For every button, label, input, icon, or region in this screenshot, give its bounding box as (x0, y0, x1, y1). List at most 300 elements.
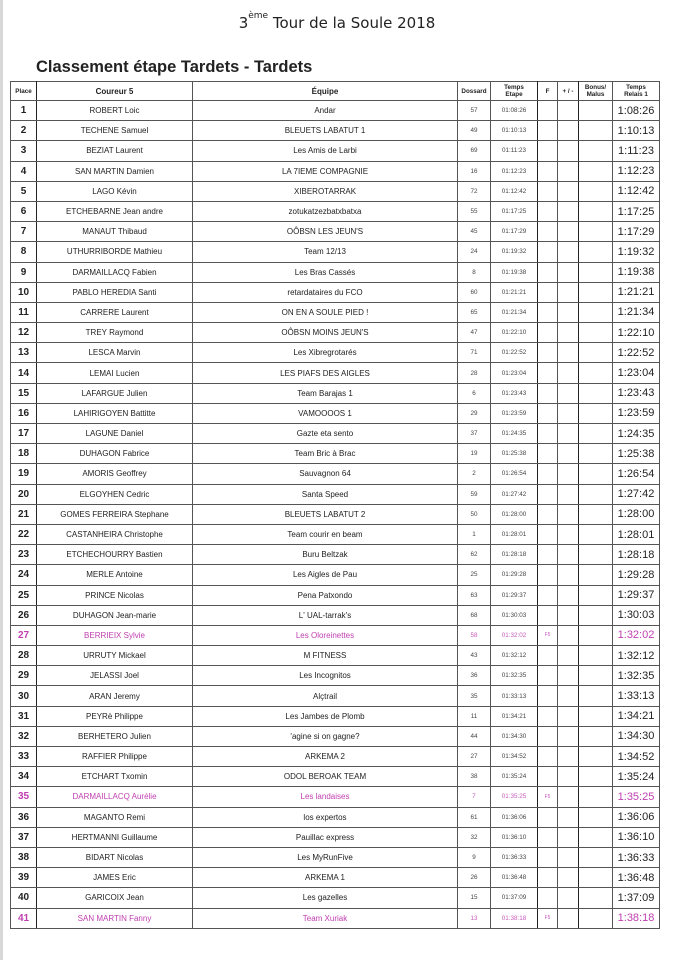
cell-f (538, 262, 558, 282)
cell-bonus-malus (579, 101, 613, 121)
cell-coureur: BERHETERO Julien (37, 726, 193, 746)
cell-bonus-malus (579, 464, 613, 484)
cell-place: 41 (11, 908, 37, 928)
cell-dossard: 36 (458, 666, 491, 686)
cell-equipe: VAMOOOOS 1 (193, 403, 458, 423)
table-row (11, 787, 660, 807)
table-row (11, 625, 660, 645)
cell-dossard: 15 (458, 888, 491, 908)
cell-temps-relais: 1:24:35 (613, 424, 660, 444)
cell-coureur: URRUTY Mickael (37, 646, 193, 666)
header-temps-etape-line1: Temps (504, 84, 524, 91)
cell-place: 31 (11, 706, 37, 726)
cell-temps-relais: 1:10:13 (613, 121, 660, 141)
cell-f (538, 222, 558, 242)
cell-f (538, 323, 558, 343)
cell-f (538, 545, 558, 565)
cell-f (538, 726, 558, 746)
header-coureur: Coureur 5 (37, 82, 193, 101)
section-title: Classement étape Tardets - Tardets (36, 58, 313, 76)
cell-plus-minus (558, 605, 579, 625)
cell-place: 21 (11, 504, 37, 524)
cell-plus-minus (558, 201, 579, 221)
table-row (11, 666, 660, 686)
cell-temps-etape: 01:33:13 (491, 686, 538, 706)
cell-temps-etape: 01:36:48 (491, 868, 538, 888)
cell-temps-relais: 1:25:38 (613, 444, 660, 464)
table-row (11, 484, 660, 504)
cell-bonus-malus (579, 787, 613, 807)
cell-f (538, 242, 558, 262)
cell-coureur: GOMES FERREIRA Stephane (37, 504, 193, 524)
cell-temps-etape: 01:12:42 (491, 181, 538, 201)
cell-temps-etape: 01:19:32 (491, 242, 538, 262)
cell-f (538, 161, 558, 181)
cell-temps-etape: 01:21:34 (491, 302, 538, 322)
table-row (11, 686, 660, 706)
cell-coureur: ELGOYHEN Cedric (37, 484, 193, 504)
cell-temps-etape: 01:26:54 (491, 464, 538, 484)
cell-equipe: Alçtrail (193, 686, 458, 706)
cell-plus-minus (558, 222, 579, 242)
cell-place: 11 (11, 302, 37, 322)
header-bonus-malus (579, 82, 613, 101)
cell-f (538, 565, 558, 585)
table-row (11, 403, 660, 423)
cell-bonus-malus (579, 686, 613, 706)
cell-coureur: ARAN Jeremy (37, 686, 193, 706)
cell-dossard: 13 (458, 908, 491, 928)
cell-f (538, 666, 558, 686)
cell-dossard: 11 (458, 706, 491, 726)
cell-temps-relais: 1:08:26 (613, 101, 660, 121)
cell-temps-etape: 01:38:18 (491, 908, 538, 928)
cell-temps-relais: 1:12:42 (613, 181, 660, 201)
cell-bonus-malus (579, 282, 613, 302)
cell-f (538, 383, 558, 403)
cell-dossard: 28 (458, 363, 491, 383)
cell-bonus-malus (579, 222, 613, 242)
cell-plus-minus (558, 504, 579, 524)
cell-place: 7 (11, 222, 37, 242)
cell-equipe: Les Oloreinettes (193, 625, 458, 645)
table-row (11, 767, 660, 787)
cell-bonus-malus (579, 201, 613, 221)
cell-bonus-malus (579, 343, 613, 363)
cell-f (538, 646, 558, 666)
cell-temps-etape: 01:08:26 (491, 101, 538, 121)
cell-equipe: LA 7IEME COMPAGNIE (193, 161, 458, 181)
cell-bonus-malus (579, 424, 613, 444)
cell-temps-etape: 01:29:28 (491, 565, 538, 585)
cell-dossard: 71 (458, 343, 491, 363)
table-row (11, 504, 660, 524)
cell-f (538, 888, 558, 908)
cell-temps-etape: 01:28:00 (491, 504, 538, 524)
cell-coureur: PEYRè Philippe (37, 706, 193, 726)
table-row (11, 242, 660, 262)
cell-coureur: GARICOIX Jean (37, 888, 193, 908)
cell-dossard: 49 (458, 121, 491, 141)
cell-dossard: 61 (458, 807, 491, 827)
cell-plus-minus (558, 444, 579, 464)
cell-f (538, 403, 558, 423)
cell-f (538, 141, 558, 161)
title-number: 3 (238, 14, 249, 32)
header-dossard: Dossard (458, 82, 491, 101)
cell-bonus-malus (579, 363, 613, 383)
table-row (11, 323, 660, 343)
table-row (11, 524, 660, 544)
results-body (11, 101, 660, 929)
cell-dossard: 47 (458, 323, 491, 343)
cell-temps-etape: 01:37:09 (491, 888, 538, 908)
cell-temps-etape: 01:19:38 (491, 262, 538, 282)
cell-f (538, 686, 558, 706)
cell-dossard: 7 (458, 787, 491, 807)
cell-dossard: 60 (458, 282, 491, 302)
table-row (11, 161, 660, 181)
cell-plus-minus (558, 524, 579, 544)
cell-dossard: 59 (458, 484, 491, 504)
table-row (11, 545, 660, 565)
table-row (11, 807, 660, 827)
cell-temps-relais: 1:22:10 (613, 323, 660, 343)
cell-temps-etape: 01:36:10 (491, 827, 538, 847)
cell-dossard: 9 (458, 847, 491, 867)
cell-temps-etape: 01:28:18 (491, 545, 538, 565)
title-text: Tour de la Soule 2018 (272, 14, 436, 32)
cell-temps-etape: 01:36:06 (491, 807, 538, 827)
cell-coureur: UTHURRIBORDE Mathieu (37, 242, 193, 262)
cell-plus-minus (558, 141, 579, 161)
cell-equipe: Les Amis de Larbi (193, 141, 458, 161)
table-row (11, 201, 660, 221)
cell-coureur: RAFFIER Philippe (37, 747, 193, 767)
cell-bonus-malus (579, 908, 613, 928)
cell-plus-minus (558, 181, 579, 201)
cell-temps-etape: 01:35:25 (491, 787, 538, 807)
cell-dossard: 50 (458, 504, 491, 524)
cell-dossard: 37 (458, 424, 491, 444)
cell-f (538, 747, 558, 767)
cell-temps-etape: 01:25:38 (491, 444, 538, 464)
cell-equipe: BLEUETS LABATUT 2 (193, 504, 458, 524)
cell-bonus-malus (579, 726, 613, 746)
cell-temps-etape: 01:17:25 (491, 201, 538, 221)
cell-place: 16 (11, 403, 37, 423)
cell-temps-relais: 1:23:04 (613, 363, 660, 383)
cell-bonus-malus (579, 323, 613, 343)
cell-temps-relais: 1:30:03 (613, 605, 660, 625)
cell-equipe: LES PIAFS DES AIGLES (193, 363, 458, 383)
table-row (11, 302, 660, 322)
cell-place: 35 (11, 787, 37, 807)
cell-place: 30 (11, 686, 37, 706)
cell-plus-minus (558, 888, 579, 908)
cell-temps-relais: 1:17:29 (613, 222, 660, 242)
cell-place: 27 (11, 625, 37, 645)
cell-place: 32 (11, 726, 37, 746)
cell-f (538, 302, 558, 322)
cell-bonus-malus (579, 504, 613, 524)
cell-temps-relais: 1:37:09 (613, 888, 660, 908)
cell-temps-relais: 1:12:23 (613, 161, 660, 181)
cell-equipe: XIBEROTARRAK (193, 181, 458, 201)
cell-plus-minus (558, 726, 579, 746)
cell-bonus-malus (579, 747, 613, 767)
cell-temps-etape: 01:23:59 (491, 403, 538, 423)
table-row (11, 605, 660, 625)
cell-equipe: retardataires du FCO (193, 282, 458, 302)
cell-bonus-malus (579, 262, 613, 282)
cell-temps-etape: 01:22:52 (491, 343, 538, 363)
cell-dossard: 45 (458, 222, 491, 242)
cell-equipe: ARKEMA 2 (193, 747, 458, 767)
header-place: Place (11, 82, 37, 101)
cell-place: 26 (11, 605, 37, 625)
cell-place: 5 (11, 181, 37, 201)
cell-temps-relais: 1:26:54 (613, 464, 660, 484)
cell-temps-etape: 01:23:43 (491, 383, 538, 403)
cell-temps-etape: 01:22:10 (491, 323, 538, 343)
cell-temps-relais: 1:34:30 (613, 726, 660, 746)
cell-place: 1 (11, 101, 37, 121)
cell-equipe: Les gazelles (193, 888, 458, 908)
cell-equipe: zotukatzezbatxbatxa (193, 201, 458, 221)
results-table (10, 81, 660, 929)
cell-coureur: BEZIAT Laurent (37, 141, 193, 161)
cell-place: 10 (11, 282, 37, 302)
header-equipe: Équipe (193, 82, 458, 101)
cell-place: 2 (11, 121, 37, 141)
cell-dossard: 38 (458, 767, 491, 787)
cell-f (538, 201, 558, 221)
table-row (11, 444, 660, 464)
cell-place: 18 (11, 444, 37, 464)
cell-temps-etape: 01:17:29 (491, 222, 538, 242)
cell-dossard: 69 (458, 141, 491, 161)
cell-temps-relais: 1:35:25 (613, 787, 660, 807)
cell-place: 8 (11, 242, 37, 262)
cell-dossard: 62 (458, 545, 491, 565)
table-row (11, 646, 660, 666)
cell-coureur: JAMES Eric (37, 868, 193, 888)
cell-temps-relais: 1:17:25 (613, 201, 660, 221)
cell-coureur: LAHIRIGOYEN Battitte (37, 403, 193, 423)
cell-coureur: AMORIS Geoffrey (37, 464, 193, 484)
cell-plus-minus (558, 363, 579, 383)
table-row (11, 383, 660, 403)
cell-temps-relais: 1:34:21 (613, 706, 660, 726)
cell-bonus-malus (579, 141, 613, 161)
page-edge (0, 0, 3, 960)
table-row (11, 747, 660, 767)
cell-f (538, 181, 558, 201)
cell-coureur: ETCHEBARNE Jean andre (37, 201, 193, 221)
cell-bonus-malus (579, 403, 613, 423)
cell-plus-minus (558, 847, 579, 867)
cell-place: 39 (11, 868, 37, 888)
cell-equipe: ON EN A SOULE PIED ! (193, 302, 458, 322)
cell-bonus-malus (579, 666, 613, 686)
cell-f (538, 121, 558, 141)
table-row (11, 565, 660, 585)
cell-temps-relais: 1:27:42 (613, 484, 660, 504)
cell-equipe: Les landaises (193, 787, 458, 807)
cell-place: 13 (11, 343, 37, 363)
cell-dossard: 32 (458, 827, 491, 847)
cell-bonus-malus (579, 847, 613, 867)
cell-bonus-malus (579, 625, 613, 645)
cell-equipe: L' UAL-tarrak's (193, 605, 458, 625)
cell-temps-relais: 1:32:02 (613, 625, 660, 645)
cell-place: 36 (11, 807, 37, 827)
cell-equipe: Les Xibregrotarés (193, 343, 458, 363)
cell-coureur: CASTANHEIRA Christophe (37, 524, 193, 544)
cell-coureur: TECHENE Samuel (37, 121, 193, 141)
cell-bonus-malus (579, 585, 613, 605)
cell-f (538, 282, 558, 302)
cell-f (538, 827, 558, 847)
cell-plus-minus (558, 343, 579, 363)
header-bonus-line2: Malus (586, 91, 605, 98)
cell-coureur: MANAUT Thibaud (37, 222, 193, 242)
cell-f (538, 767, 558, 787)
cell-temps-relais: 1:29:28 (613, 565, 660, 585)
cell-place: 38 (11, 847, 37, 867)
header-temps-relais (613, 82, 660, 101)
cell-bonus-malus (579, 121, 613, 141)
cell-bonus-malus (579, 302, 613, 322)
cell-coureur: JELASSI Joel (37, 666, 193, 686)
cell-temps-etape: 01:32:02 (491, 625, 538, 645)
table-row (11, 101, 660, 121)
header-plus-minus: + / - (558, 82, 579, 101)
cell-temps-relais: 1:28:18 (613, 545, 660, 565)
cell-temps-etape: 01:34:30 (491, 726, 538, 746)
cell-temps-etape: 01:27:42 (491, 484, 538, 504)
cell-dossard: 55 (458, 201, 491, 221)
table-row (11, 847, 660, 867)
cell-temps-etape: 01:21:21 (491, 282, 538, 302)
cell-temps-relais: 1:11:23 (613, 141, 660, 161)
cell-equipe: Buru Beltzak (193, 545, 458, 565)
cell-coureur: LAGO Kévin (37, 181, 193, 201)
cell-plus-minus (558, 464, 579, 484)
cell-temps-relais: 1:32:12 (613, 646, 660, 666)
cell-dossard: 72 (458, 181, 491, 201)
header-temps-etape-line2: Etape (505, 91, 523, 98)
cell-place: 3 (11, 141, 37, 161)
cell-dossard: 44 (458, 726, 491, 746)
cell-equipe: ODOL BEROAK TEAM (193, 767, 458, 787)
table-row (11, 343, 660, 363)
cell-equipe: Andar (193, 101, 458, 121)
cell-temps-relais: 1:28:01 (613, 524, 660, 544)
cell-f (538, 424, 558, 444)
cell-plus-minus (558, 807, 579, 827)
cell-f: F5 (538, 625, 558, 645)
cell-equipe: 'agine si on gagne? (193, 726, 458, 746)
cell-temps-relais: 1:35:24 (613, 767, 660, 787)
table-row (11, 706, 660, 726)
cell-coureur: LESCA Marvin (37, 343, 193, 363)
cell-plus-minus (558, 666, 579, 686)
cell-temps-etape: 01:10:13 (491, 121, 538, 141)
header-bonus-line1: Bonus/ (584, 84, 607, 91)
cell-coureur: HERTMANNI Guillaume (37, 827, 193, 847)
table-row (11, 121, 660, 141)
cell-plus-minus (558, 747, 579, 767)
cell-plus-minus (558, 565, 579, 585)
cell-dossard: 2 (458, 464, 491, 484)
cell-f: F5 (538, 787, 558, 807)
cell-plus-minus (558, 323, 579, 343)
cell-f (538, 484, 558, 504)
cell-equipe: ARKEMA 1 (193, 868, 458, 888)
cell-coureur: CARRERE Laurent (37, 302, 193, 322)
cell-coureur: MERLE Antoine (37, 565, 193, 585)
table-row (11, 363, 660, 383)
cell-equipe: Les MyRunFive (193, 847, 458, 867)
cell-temps-etape: 01:36:33 (491, 847, 538, 867)
cell-bonus-malus (579, 444, 613, 464)
cell-f (538, 847, 558, 867)
table-row (11, 585, 660, 605)
cell-coureur: BIDART Nicolas (37, 847, 193, 867)
cell-f (538, 868, 558, 888)
cell-place: 34 (11, 767, 37, 787)
cell-equipe: BLEUETS LABATUT 1 (193, 121, 458, 141)
header-relais-line2: Relais 1 (624, 91, 648, 98)
cell-dossard: 57 (458, 101, 491, 121)
cell-dossard: 65 (458, 302, 491, 322)
cell-plus-minus (558, 161, 579, 181)
cell-coureur: ETCHART Txomin (37, 767, 193, 787)
cell-f (538, 444, 558, 464)
cell-temps-etape: 01:12:23 (491, 161, 538, 181)
table-row (11, 141, 660, 161)
cell-place: 17 (11, 424, 37, 444)
cell-dossard: 24 (458, 242, 491, 262)
cell-temps-relais: 1:28:00 (613, 504, 660, 524)
cell-f (538, 524, 558, 544)
cell-plus-minus (558, 827, 579, 847)
cell-place: 23 (11, 545, 37, 565)
cell-plus-minus (558, 424, 579, 444)
cell-dossard: 8 (458, 262, 491, 282)
cell-bonus-malus (579, 161, 613, 181)
cell-dossard: 43 (458, 646, 491, 666)
cell-place: 25 (11, 585, 37, 605)
cell-place: 29 (11, 666, 37, 686)
cell-equipe: OÔBSN LES JEUN'S (193, 222, 458, 242)
table-row (11, 827, 660, 847)
cell-f (538, 504, 558, 524)
cell-bonus-malus (579, 605, 613, 625)
cell-equipe: Team Barajas 1 (193, 383, 458, 403)
cell-dossard: 63 (458, 585, 491, 605)
cell-coureur: SAN MARTIN Fanny (37, 908, 193, 928)
cell-dossard: 68 (458, 605, 491, 625)
cell-coureur: TREY Raymond (37, 323, 193, 343)
cell-temps-etape: 01:35:24 (491, 767, 538, 787)
cell-bonus-malus (579, 767, 613, 787)
cell-f (538, 363, 558, 383)
table-row (11, 282, 660, 302)
cell-f (538, 706, 558, 726)
